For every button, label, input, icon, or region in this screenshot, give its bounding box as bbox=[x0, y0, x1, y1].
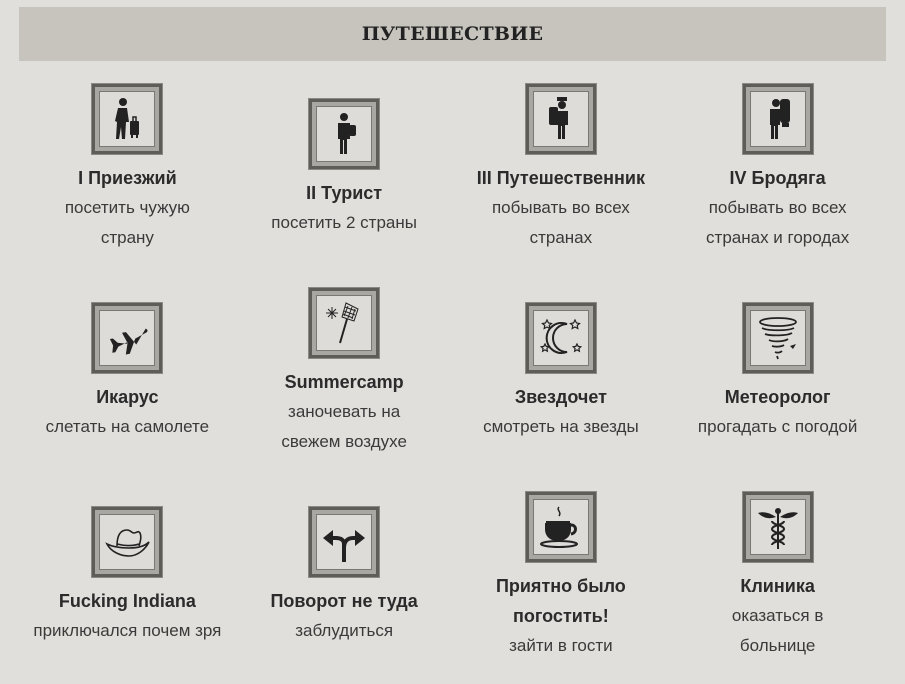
achievement-title: Поворот не туда bbox=[270, 590, 418, 611]
achievement-card bbox=[669, 474, 886, 678]
achievement-badge bbox=[92, 84, 162, 154]
achievement-description: смотреть на звезды bbox=[483, 416, 639, 436]
backpacker-icon bbox=[537, 95, 585, 143]
achievement-card bbox=[453, 474, 670, 678]
achievement-description: слетать на самолете bbox=[45, 416, 210, 436]
wanderer-big-backpack-icon bbox=[754, 95, 802, 143]
achievement-title: Клиника bbox=[740, 575, 815, 596]
achievement-badge bbox=[526, 303, 596, 373]
achievement-badge bbox=[743, 303, 813, 373]
achievement-description: зайти в гости bbox=[509, 635, 613, 655]
achievement-card bbox=[19, 270, 236, 474]
achievement-title: Метеоролог bbox=[724, 386, 831, 407]
achievements-grid bbox=[19, 66, 886, 678]
traveler-with-suitcase-icon bbox=[103, 95, 151, 143]
achievement-card bbox=[669, 66, 886, 270]
achievement-card bbox=[453, 66, 670, 270]
achievement-badge bbox=[309, 99, 379, 169]
achievement-title: IV Бродяга bbox=[729, 167, 826, 188]
achievement-title: Икарус bbox=[96, 386, 159, 407]
achievement-card bbox=[669, 270, 886, 474]
achievement-card bbox=[453, 270, 670, 474]
tourist-with-backpack-icon bbox=[320, 110, 368, 158]
achievement-description: заблудиться bbox=[295, 620, 394, 640]
achievement-title: Приятно было погостить! bbox=[495, 575, 626, 626]
achievement-title: Fucking Indiana bbox=[58, 590, 196, 611]
cowboy-hat-icon bbox=[103, 518, 151, 566]
achievement-badge bbox=[92, 303, 162, 373]
achievement-title: II Турист bbox=[306, 182, 383, 203]
achievement-description: побывать во всех странах и городах bbox=[706, 197, 850, 247]
caduceus-icon bbox=[754, 503, 802, 551]
achievement-badge bbox=[743, 84, 813, 154]
section-title: ПУТЕШЕСТВИЕ bbox=[361, 23, 544, 45]
achievement-card bbox=[19, 474, 236, 678]
achievement-badge bbox=[92, 507, 162, 577]
achievement-card bbox=[236, 66, 453, 270]
achievement-description: прогадать с погодой bbox=[697, 416, 858, 436]
achievement-badge bbox=[526, 492, 596, 562]
tornado-icon bbox=[754, 314, 802, 362]
achievement-title: Звездочет bbox=[514, 386, 607, 407]
fork-arrows-icon bbox=[320, 518, 368, 566]
moon-stars-icon bbox=[537, 314, 585, 362]
fly-swatter-icon bbox=[320, 299, 368, 347]
achievement-description: побывать во всех странах bbox=[491, 197, 630, 247]
achievement-description: посетить 2 страны bbox=[271, 212, 417, 232]
achievement-description: заночевать на свежем воздухе bbox=[281, 401, 407, 451]
achievement-card bbox=[236, 270, 453, 474]
achievement-card bbox=[19, 66, 236, 270]
achievement-description: приключался почем зря bbox=[33, 620, 222, 640]
achievement-title: III Путешественник bbox=[476, 167, 645, 188]
achievement-title: I Приезжий bbox=[78, 167, 177, 188]
achievement-badge bbox=[309, 507, 379, 577]
achievement-card bbox=[236, 474, 453, 678]
achievement-badge bbox=[743, 492, 813, 562]
section-header bbox=[19, 7, 886, 61]
coffee-cup-icon bbox=[537, 503, 585, 551]
achievement-badge bbox=[526, 84, 596, 154]
achievement-description: посетить чужую страну bbox=[64, 197, 190, 247]
achievement-badge bbox=[309, 288, 379, 358]
achievement-title: Summercamp bbox=[284, 371, 404, 392]
airplane-icon bbox=[103, 314, 151, 362]
achievement-description: оказаться в больнице bbox=[731, 605, 824, 655]
